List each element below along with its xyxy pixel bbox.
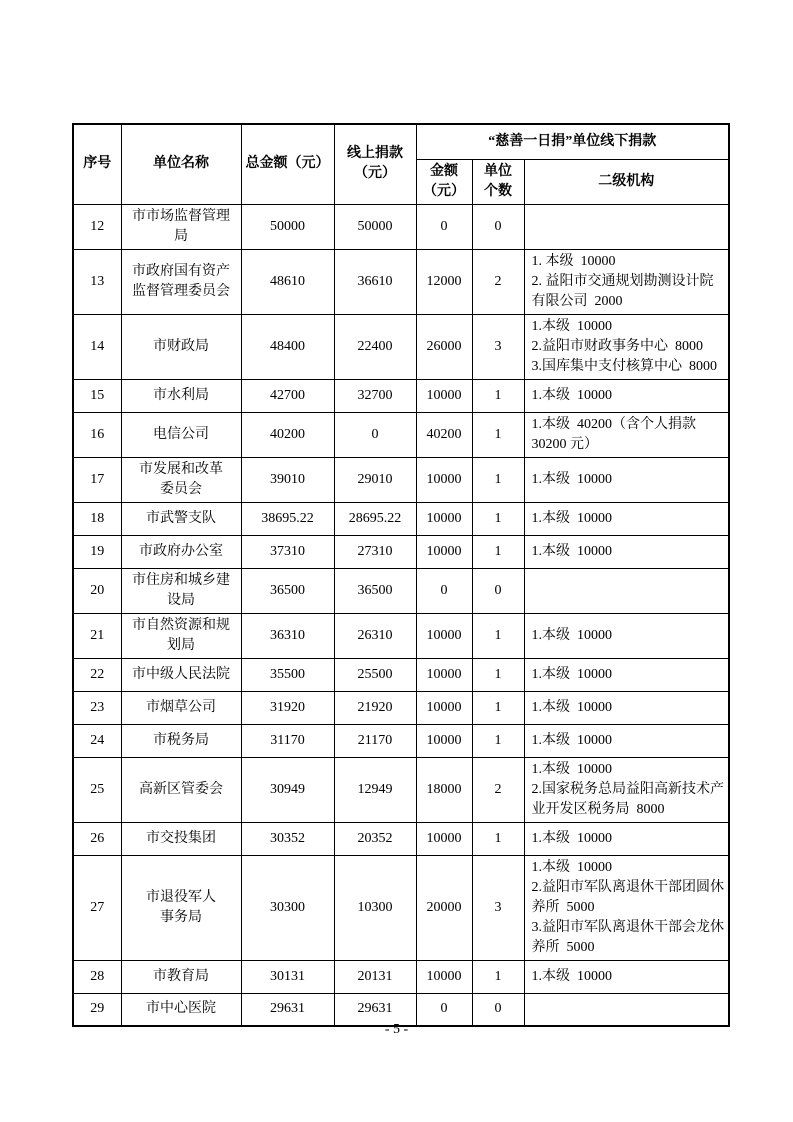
table-row [73, 724, 729, 757]
cell-unit-name: 市发展和改革 委员会 [121, 457, 241, 502]
cell-unit-name: 高新区管委会 [121, 757, 241, 822]
cell-online-donation: 29631 [334, 993, 416, 1026]
cell-sub-organizations: 1.本级 40200（含个人捐款 30200 元） [524, 412, 729, 457]
cell-index: 21 [73, 613, 121, 658]
cell-sub-organizations: 1. 本级 10000 2. 益阳市交通规划勘测设计院有限公司 2000 [524, 249, 729, 314]
cell-total-amount: 36310 [241, 613, 334, 658]
cell-unit-count: 0 [472, 568, 524, 613]
cell-sub-organizations: 1.本级 10000 [524, 457, 729, 502]
cell-total-amount: 50000 [241, 204, 334, 249]
cell-unit-name: 市教育局 [121, 960, 241, 993]
cell-total-amount: 31920 [241, 691, 334, 724]
cell-unit-name: 市政府国有资产 监督管理委员会 [121, 249, 241, 314]
cell-offline-amount: 0 [416, 993, 472, 1026]
cell-sub-organizations: 1.本级 10000 2.益阳市军队离退休干部团圆休养所 5000 3.益阳市军队离退休干部会龙休养所 5000 [524, 855, 729, 960]
cell-offline-amount: 10000 [416, 613, 472, 658]
cell-online-donation: 21920 [334, 691, 416, 724]
cell-offline-amount: 10000 [416, 724, 472, 757]
table-row [73, 535, 729, 568]
cell-offline-amount: 10000 [416, 691, 472, 724]
cell-unit-name: 市水利局 [121, 379, 241, 412]
cell-online-donation: 21170 [334, 724, 416, 757]
cell-offline-amount: 10000 [416, 960, 472, 993]
cell-sub-organizations: 1.本级 10000 2.益阳市财政事务中心 8000 3.国库集中支付核算中心 8000 [524, 314, 729, 379]
table-row [73, 457, 729, 502]
table-row [73, 568, 729, 613]
cell-online-donation: 20352 [334, 822, 416, 855]
cell-unit-count: 1 [472, 658, 524, 691]
cell-online-donation: 20131 [334, 960, 416, 993]
header-unit-name: 单位名称 [121, 124, 241, 204]
cell-unit-name: 市自然资源和规 划局 [121, 613, 241, 658]
cell-total-amount: 39010 [241, 457, 334, 502]
cell-sub-organizations: 1.本级 10000 [524, 535, 729, 568]
cell-offline-amount: 18000 [416, 757, 472, 822]
cell-unit-name: 市市场监督管理 局 [121, 204, 241, 249]
cell-total-amount: 35500 [241, 658, 334, 691]
cell-index: 17 [73, 457, 121, 502]
table-row [73, 822, 729, 855]
cell-unit-count: 3 [472, 855, 524, 960]
cell-index: 24 [73, 724, 121, 757]
cell-unit-name: 市武警支队 [121, 502, 241, 535]
cell-unit-name: 市财政局 [121, 314, 241, 379]
cell-unit-name: 市退役军人 事务局 [121, 855, 241, 960]
cell-unit-name: 市税务局 [121, 724, 241, 757]
cell-sub-organizations [524, 204, 729, 249]
cell-unit-count: 1 [472, 724, 524, 757]
header-unit-count: 单位 个数 [472, 159, 524, 204]
header-offline-donation-group: “慈善一日捐”单位线下捐款 [416, 124, 729, 159]
cell-offline-amount: 26000 [416, 314, 472, 379]
cell-unit-count: 1 [472, 535, 524, 568]
cell-online-donation: 27310 [334, 535, 416, 568]
cell-index: 26 [73, 822, 121, 855]
cell-unit-count: 1 [472, 960, 524, 993]
cell-sub-organizations: 1.本级 10000 [524, 724, 729, 757]
cell-index: 20 [73, 568, 121, 613]
cell-sub-organizations: 1.本级 10000 [524, 502, 729, 535]
cell-index: 15 [73, 379, 121, 412]
cell-total-amount: 48610 [241, 249, 334, 314]
cell-offline-amount: 10000 [416, 457, 472, 502]
cell-index: 22 [73, 658, 121, 691]
cell-unit-name: 市烟草公司 [121, 691, 241, 724]
cell-total-amount: 30352 [241, 822, 334, 855]
cell-unit-name: 市住房和城乡建 设局 [121, 568, 241, 613]
cell-online-donation: 22400 [334, 314, 416, 379]
cell-index: 29 [73, 993, 121, 1026]
cell-offline-amount: 10000 [416, 822, 472, 855]
table-row [73, 691, 729, 724]
table-row [73, 757, 729, 822]
cell-sub-organizations: 1.本级 10000 [524, 379, 729, 412]
cell-offline-amount: 10000 [416, 379, 472, 412]
cell-offline-amount: 40200 [416, 412, 472, 457]
cell-offline-amount: 12000 [416, 249, 472, 314]
header-online-donation: 线上捐款 （元） [334, 124, 416, 204]
cell-unit-count: 0 [472, 993, 524, 1026]
cell-index: 13 [73, 249, 121, 314]
table-row [73, 613, 729, 658]
cell-unit-name: 电信公司 [121, 412, 241, 457]
table-row [73, 960, 729, 993]
cell-index: 28 [73, 960, 121, 993]
header-sub-organizations: 二级机构 [524, 159, 729, 204]
cell-total-amount: 42700 [241, 379, 334, 412]
cell-online-donation: 12949 [334, 757, 416, 822]
table-row [73, 379, 729, 412]
table-row [73, 658, 729, 691]
cell-unit-count: 1 [472, 613, 524, 658]
cell-online-donation: 36500 [334, 568, 416, 613]
cell-index: 14 [73, 314, 121, 379]
table-row [73, 314, 729, 379]
cell-total-amount: 38695.22 [241, 502, 334, 535]
header-index: 序号 [73, 124, 121, 204]
cell-unit-name: 市中心医院 [121, 993, 241, 1026]
cell-total-amount: 48400 [241, 314, 334, 379]
cell-offline-amount: 10000 [416, 535, 472, 568]
cell-index: 23 [73, 691, 121, 724]
cell-offline-amount: 10000 [416, 502, 472, 535]
table-header [73, 124, 729, 204]
table-row [73, 249, 729, 314]
cell-online-donation: 36610 [334, 249, 416, 314]
cell-index: 27 [73, 855, 121, 960]
cell-sub-organizations: 1.本级 10000 [524, 658, 729, 691]
header-offline-amount: 金额 （元） [416, 159, 472, 204]
cell-unit-name: 市交投集团 [121, 822, 241, 855]
cell-offline-amount: 10000 [416, 658, 472, 691]
cell-total-amount: 30131 [241, 960, 334, 993]
cell-index: 25 [73, 757, 121, 822]
cell-sub-organizations [524, 568, 729, 613]
cell-offline-amount: 0 [416, 204, 472, 249]
cell-unit-name: 市政府办公室 [121, 535, 241, 568]
cell-total-amount: 31170 [241, 724, 334, 757]
cell-unit-count: 1 [472, 822, 524, 855]
cell-unit-count: 2 [472, 757, 524, 822]
cell-online-donation: 0 [334, 412, 416, 457]
cell-online-donation: 50000 [334, 204, 416, 249]
cell-index: 18 [73, 502, 121, 535]
cell-sub-organizations: 1.本级 10000 [524, 960, 729, 993]
cell-online-donation: 28695.22 [334, 502, 416, 535]
cell-online-donation: 32700 [334, 379, 416, 412]
cell-online-donation: 26310 [334, 613, 416, 658]
cell-index: 12 [73, 204, 121, 249]
cell-sub-organizations: 1.本级 10000 2.国家税务总局益阳高新技术产业开发区税务局 8000 [524, 757, 729, 822]
cell-total-amount: 37310 [241, 535, 334, 568]
cell-offline-amount: 20000 [416, 855, 472, 960]
cell-index: 19 [73, 535, 121, 568]
table-row [73, 204, 729, 249]
cell-unit-count: 1 [472, 457, 524, 502]
cell-total-amount: 29631 [241, 993, 334, 1026]
cell-total-amount: 30300 [241, 855, 334, 960]
cell-offline-amount: 0 [416, 568, 472, 613]
cell-index: 16 [73, 412, 121, 457]
cell-sub-organizations: 1.本级 10000 [524, 613, 729, 658]
cell-unit-name: 市中级人民法院 [121, 658, 241, 691]
cell-sub-organizations: 1.本级 10000 [524, 822, 729, 855]
table-body [73, 204, 729, 1026]
header-total-amount: 总金额（元） [241, 124, 334, 204]
table-row [73, 502, 729, 535]
cell-unit-count: 0 [472, 204, 524, 249]
cell-unit-count: 1 [472, 412, 524, 457]
cell-unit-count: 1 [472, 502, 524, 535]
cell-online-donation: 10300 [334, 855, 416, 960]
donation-table [72, 123, 730, 1027]
table-row [73, 412, 729, 457]
page-number: - 5 - [384, 1022, 409, 1037]
cell-online-donation: 29010 [334, 457, 416, 502]
cell-unit-count: 3 [472, 314, 524, 379]
cell-unit-count: 2 [472, 249, 524, 314]
cell-unit-count: 1 [472, 691, 524, 724]
cell-total-amount: 36500 [241, 568, 334, 613]
cell-unit-count: 1 [472, 379, 524, 412]
cell-total-amount: 30949 [241, 757, 334, 822]
cell-total-amount: 40200 [241, 412, 334, 457]
cell-online-donation: 25500 [334, 658, 416, 691]
table-row [73, 855, 729, 960]
cell-sub-organizations: 1.本级 10000 [524, 691, 729, 724]
